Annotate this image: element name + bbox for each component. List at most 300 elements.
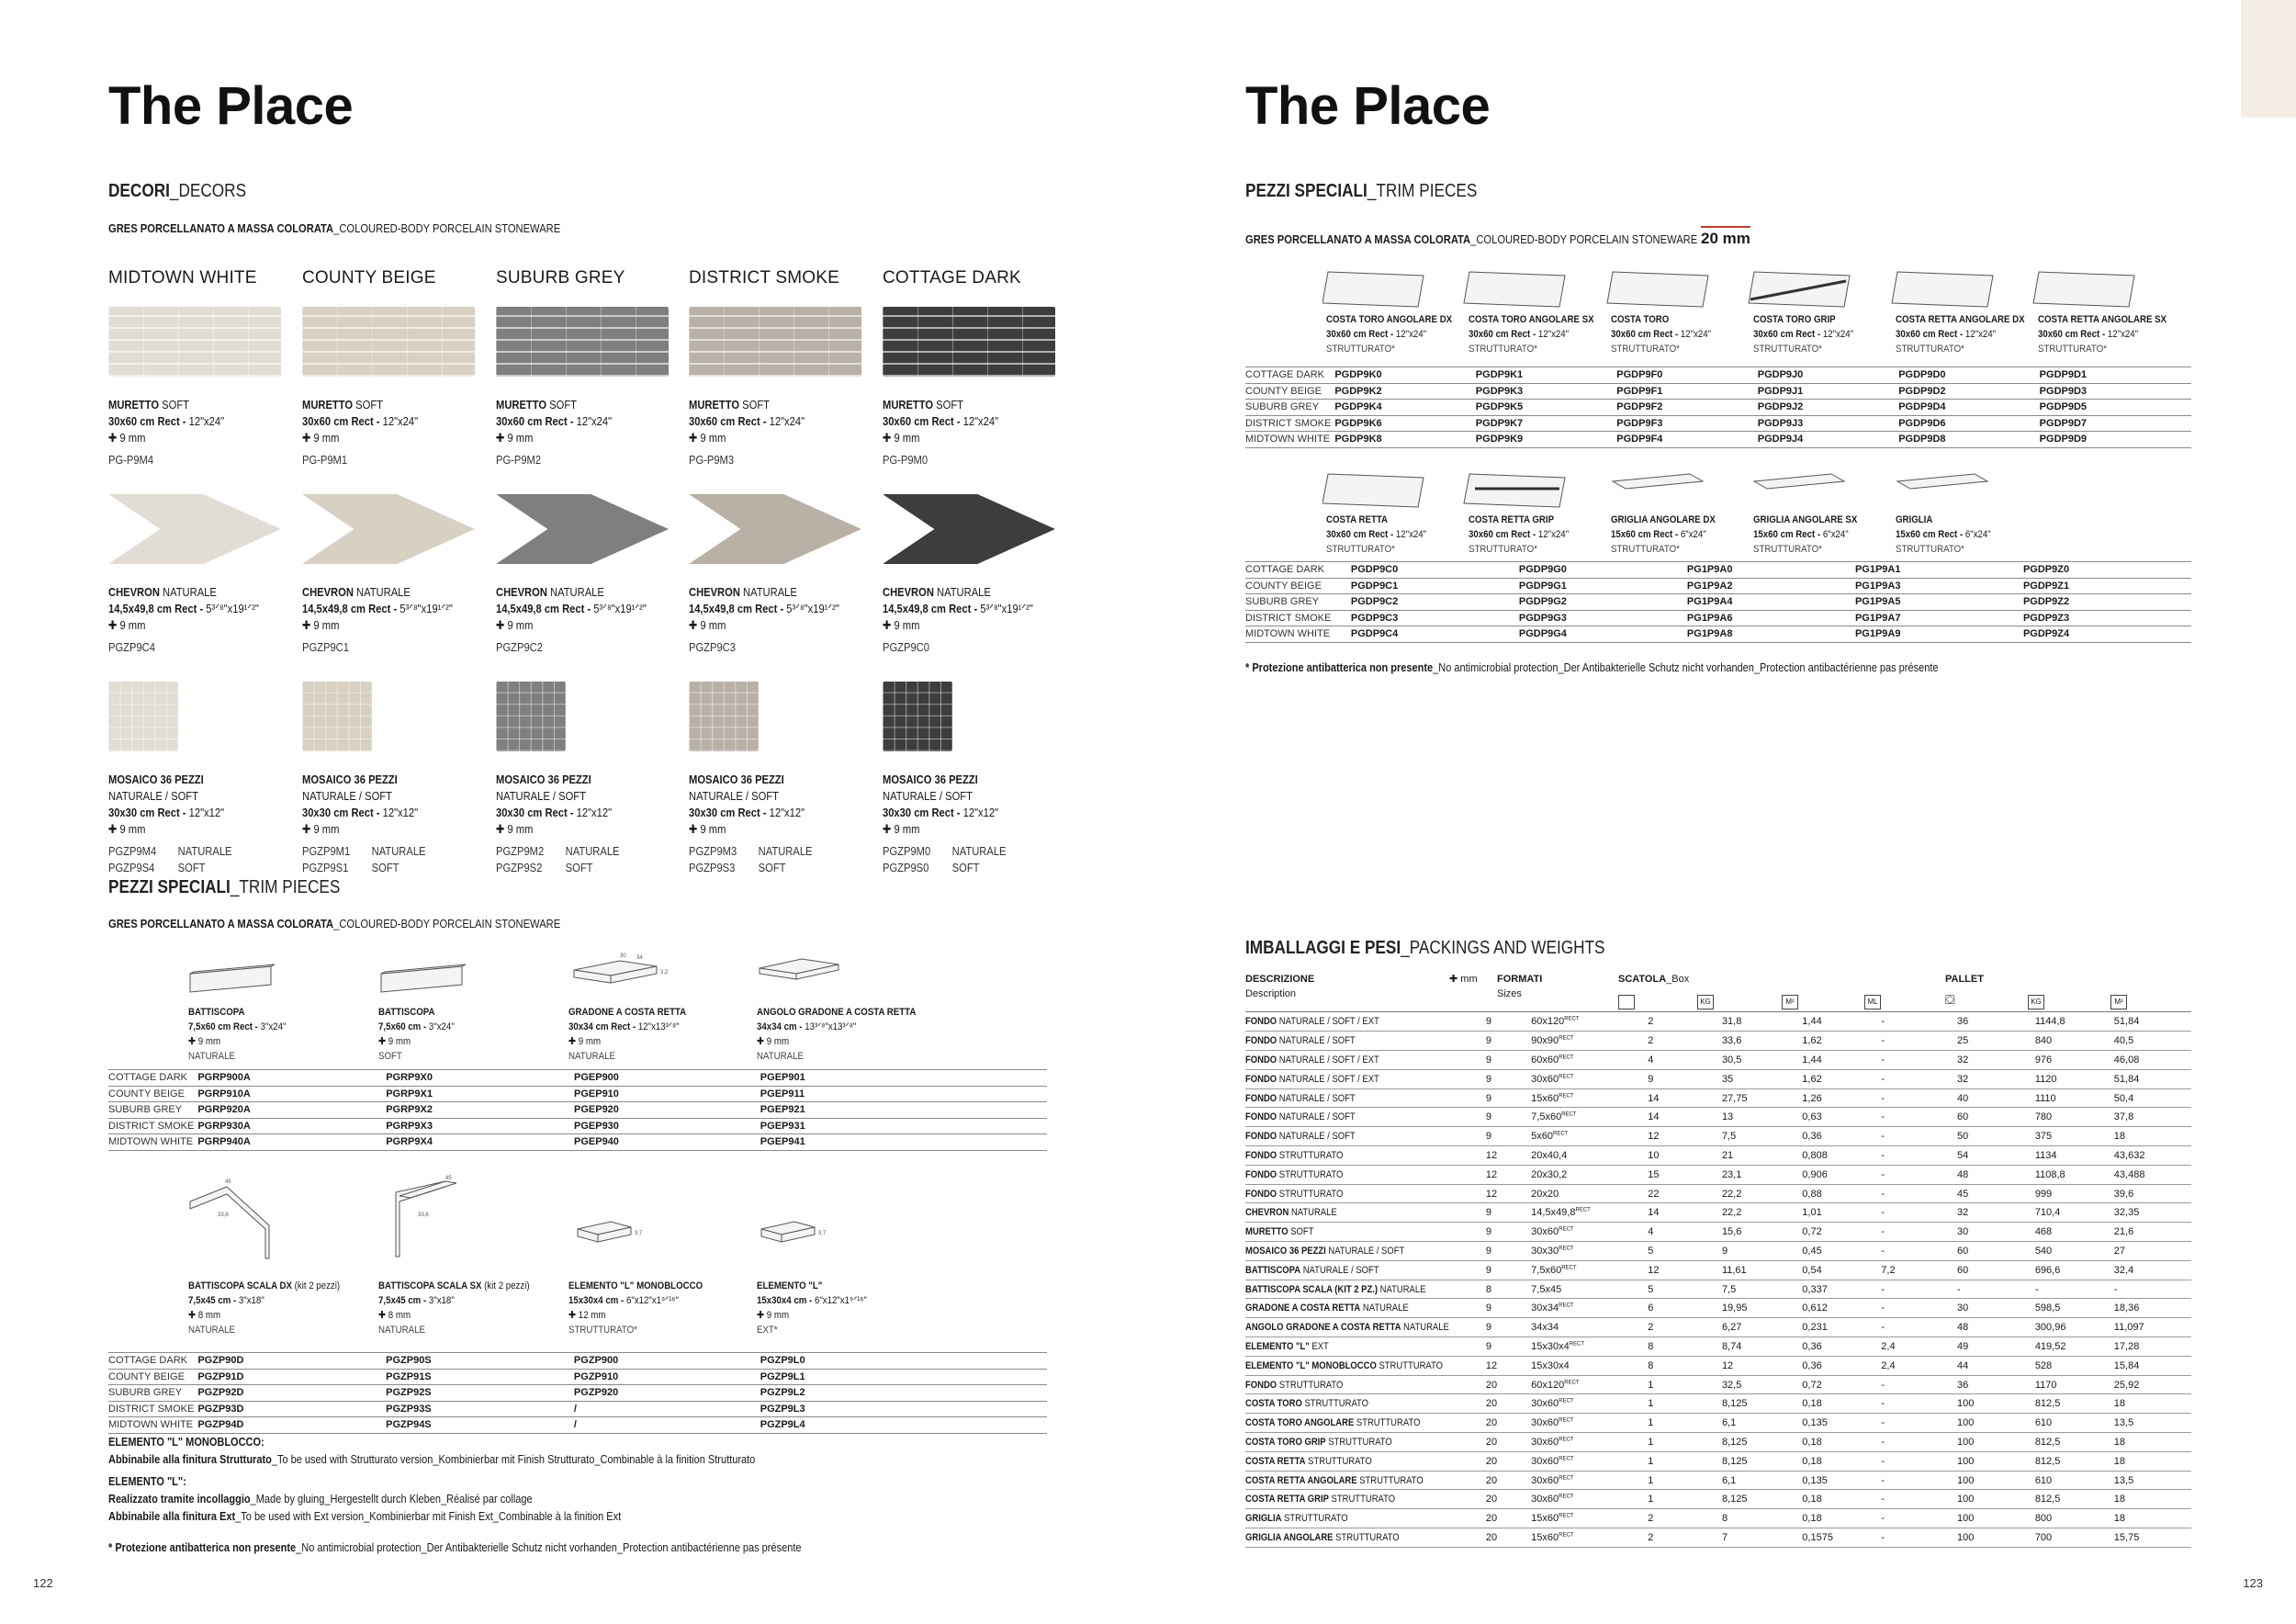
product-code: PGDP9K6 <box>1334 415 1475 432</box>
pack-format: $30x60^{RECT}$ <box>1531 1394 1648 1414</box>
pallet-icon: ⛋ <box>1945 992 1955 1007</box>
scala-dx-diagram <box>190 1187 269 1258</box>
trim-header: COSTA RETTA 30x60 cm Rect - 12"x24" STRUTTURATO* <box>1326 514 1427 555</box>
pack-value: 15,75 <box>2114 1528 2191 1548</box>
pack-value: 1 <box>1648 1394 1722 1414</box>
dim-b: 34 <box>636 955 643 961</box>
product-code: PGEP900 <box>574 1070 760 1087</box>
product-code: PGDP9K7 <box>1476 415 1616 432</box>
table-row <box>1245 1146 2191 1166</box>
pack-format: $14,5x49,8^{RECT}$ <box>1531 1203 1648 1223</box>
table-row <box>1245 562 2191 579</box>
product-code: PGZP93S <box>386 1401 574 1417</box>
row-color-label: SUBURB GREY <box>108 1102 197 1119</box>
packing-table <box>1245 1012 2191 1548</box>
costa-toro-ang-sx-diagram <box>1464 272 1565 307</box>
right-trim-diagrams-a <box>1322 263 2167 318</box>
chevron-tile <box>883 494 1055 564</box>
pack-value: 18 <box>2114 1490 2191 1509</box>
pack-desc: COSTA TORO GRIP STRUTTURATO <box>1245 1433 1486 1452</box>
pack-value: 100 <box>1957 1433 2035 1452</box>
table-row <box>108 1353 1047 1370</box>
product-code: PG1P9A6 <box>1687 610 1855 626</box>
pack-value: - <box>1881 1051 1957 1070</box>
product-code: PGZP92D <box>197 1385 386 1402</box>
chevron-tile <box>496 494 669 564</box>
pack-value: 8 <box>1722 1509 1802 1528</box>
product-code: PGZP90S <box>386 1353 574 1370</box>
pack-format: $30x60^{RECT}$ <box>1531 1451 1648 1471</box>
pack-value: 51,84 <box>2114 1012 2191 1032</box>
table-row <box>108 1118 1047 1134</box>
pack-value: 2 <box>1648 1032 1722 1051</box>
packing-section-title: IMBALLAGGI E PESI_PACKINGS AND WEIGHTS <box>1245 938 1605 958</box>
pack-desc: FONDO STRUTTURATO <box>1245 1184 1486 1203</box>
product-code: PGDP9D8 <box>1898 432 2039 448</box>
costa-toro-diagram <box>1607 272 1708 307</box>
product-code: PGDP9G4 <box>1519 626 1687 643</box>
product-code: PG1P9A9 <box>1855 626 2023 643</box>
pack-desc: BATTISCOPA SCALA (KIT 2 PZ.) NATURALE <box>1245 1280 1486 1299</box>
pack-value: 4 <box>1648 1051 1722 1070</box>
decor-material: GRES PORCELLANATO A MASSA COLORATA_COLOURED-BODY PORCELAIN STONEWARE <box>108 221 561 235</box>
table-row <box>1245 1318 2191 1337</box>
pack-format: $7,5x60^{RECT}$ <box>1531 1108 1648 1127</box>
pack-value: 1120 <box>2035 1069 2114 1088</box>
product-code: PGDP9K0 <box>1334 367 1475 384</box>
product-code: PGDP9D4 <box>1898 400 2039 416</box>
muretto-tile <box>302 307 475 377</box>
table-row <box>108 1102 1047 1119</box>
right-trim-title: PEZZI SPECIALI_TRIM PIECES <box>1245 181 1478 201</box>
pack-desc: GRIGLIA ANGOLARE STRUTTURATO <box>1245 1528 1486 1548</box>
trim-header: BATTISCOPA 7,5x60 cm Rect - 3"x24" ✚ 9 mm NATURALE <box>188 1007 287 1062</box>
table-row <box>1245 1051 2191 1070</box>
pack-thickness: 9 <box>1486 1242 1531 1261</box>
pack-value: - <box>1881 1394 1957 1414</box>
product-code: / <box>574 1401 760 1417</box>
pack-value: 9 <box>1722 1242 1802 1261</box>
pack-value: 32,4 <box>2114 1260 2191 1280</box>
muretto-tile <box>108 307 281 377</box>
pack-value: 0,337 <box>1802 1280 1881 1299</box>
trim-header: BATTISCOPA 7,5x60 cm - 3"x24" ✚ 9 mm SOFT <box>378 1007 455 1062</box>
pack-value: 8,125 <box>1722 1394 1802 1414</box>
trim-header: ELEMENTO "L" 15x30x4 cm - 6"x12"x1⁹ᐟ¹⁶" ✚ 9 mm EXT* <box>757 1280 867 1336</box>
costa-retta-ang-sx-diagram <box>2033 272 2134 307</box>
pack-value: 1108,8 <box>2035 1165 2114 1184</box>
mosaico-info: MOSAICO 36 PEZZI NATURALE / SOFT 30x30 cm Rect - 12"x12" ✚ 9 mm PGZP9M3 NATURALE PGZP9S3 SOFT <box>689 773 813 874</box>
pack-format: $60x120^{RECT}$ <box>1531 1012 1648 1032</box>
pack-value: 6 <box>1648 1299 1722 1318</box>
product-code: PGDP9Z2 <box>2023 594 2191 611</box>
pack-value: 32,35 <box>2114 1203 2191 1223</box>
chevron-info: CHEVRON NATURALE 14,5x49,8 cm Rect - 5³ᐟ⁸"x19¹ᐟ²" ✚ 9 mm PGZP9C0 <box>883 585 1033 654</box>
product-code: PGRP9X2 <box>386 1102 574 1119</box>
muretto-tile <box>689 307 861 377</box>
pack-value: 610 <box>2035 1471 2114 1490</box>
pack-value: 48 <box>1957 1318 2035 1337</box>
decor-column <box>108 268 292 876</box>
pack-value: 1 <box>1648 1490 1722 1509</box>
pack-value: 375 <box>2035 1127 2114 1146</box>
pack-desc: FONDO NATURALE / SOFT <box>1245 1088 1486 1108</box>
trim-note: Realizzato tramite incollaggio_Made by gluing_Hergestellt durch Kleben_Réalisé par collage <box>108 1493 533 1506</box>
pack-thickness: 9 <box>1486 1069 1531 1088</box>
pack-value: - <box>1957 1280 2035 1299</box>
pack-value: 15 <box>1648 1165 1722 1184</box>
pack-thickness: 9 <box>1486 1299 1531 1318</box>
pack-value: - <box>1881 1375 1957 1394</box>
pack-value: 0,36 <box>1802 1337 1881 1357</box>
trim-diagrams-2 <box>188 1174 923 1262</box>
trim-header: COSTA TORO 30x60 cm Rect - 12"x24" STRUTTURATO* <box>1611 314 1712 355</box>
pack-value: - <box>1881 1414 1957 1433</box>
trim-header: COSTA TORO ANGOLARE DX 30x60 cm Rect - 12"x24" STRUTTURATO* <box>1326 314 1453 355</box>
muretto-tile <box>496 307 669 377</box>
pack-thickness: 12 <box>1486 1356 1531 1375</box>
pack-value: 15,84 <box>2114 1356 2191 1375</box>
table-row <box>1245 1032 2191 1051</box>
muretto-info: MURETTO SOFT 30x60 cm Rect - 12"x24" ✚ 9 mm PG-P9M4 <box>108 398 225 467</box>
product-code: PGEP920 <box>574 1102 760 1119</box>
pack-value: 528 <box>2035 1356 2114 1375</box>
product-code: PGEP921 <box>760 1102 1047 1119</box>
pack-desc: ELEMENTO "L" EXT <box>1245 1337 1486 1357</box>
pack-value: 46,08 <box>2114 1051 2191 1070</box>
pack-thickness: 9 <box>1486 1223 1531 1242</box>
pack-value: 40,5 <box>2114 1032 2191 1051</box>
product-code: PG1P9A0 <box>1687 562 1855 579</box>
product-code: PGZP9L3 <box>760 1401 1047 1417</box>
product-code: PGZP910 <box>574 1369 760 1385</box>
pack-format: 34x34 <box>1531 1318 1648 1337</box>
pack-value: 0,18 <box>1802 1490 1881 1509</box>
trim-header: COSTA TORO GRIP 30x60 cm Rect - 12"x24" STRUTTURATO* <box>1753 314 1854 355</box>
table-row <box>108 1134 1047 1151</box>
product-code: PGRP940A <box>197 1134 386 1151</box>
pack-desc: FONDO NATURALE / SOFT / EXT <box>1245 1012 1486 1032</box>
product-code: PGDP9D1 <box>2040 367 2191 384</box>
griglia-ang-dx-diagram <box>1613 474 1703 489</box>
dim-i: 3,7 <box>818 1231 827 1236</box>
table-row <box>1245 1451 2191 1471</box>
pack-value: 0,72 <box>1802 1223 1881 1242</box>
pack-value: - <box>1881 1299 1957 1318</box>
table-row <box>1245 432 2191 448</box>
pack-value: 22 <box>1648 1184 1722 1203</box>
pack-thickness: 9 <box>1486 1203 1531 1223</box>
pack-value: 5 <box>1648 1280 1722 1299</box>
pack-thickness: 12 <box>1486 1184 1531 1203</box>
pack-value: 1144,8 <box>2035 1012 2114 1032</box>
mosaico-tile <box>883 682 952 751</box>
pack-value: 37,8 <box>2114 1108 2191 1127</box>
mosaico-tile <box>496 682 566 751</box>
pack-value: 50 <box>1957 1127 2035 1146</box>
pack-value: 0,72 <box>1802 1375 1881 1394</box>
pack-desc: GRADONE A COSTA RETTA NATURALE <box>1245 1299 1486 1318</box>
row-color-label: SUBURB GREY <box>1245 400 1334 416</box>
product-code: PGDP9K1 <box>1476 367 1616 384</box>
product-code: PGZP94S <box>386 1417 574 1434</box>
table-row <box>1245 1223 2191 1242</box>
table-row <box>1245 415 2191 432</box>
pack-thickness: 20 <box>1486 1375 1531 1394</box>
pack-desc: FONDO NATURALE / SOFT <box>1245 1127 1486 1146</box>
table-row <box>1245 367 2191 384</box>
pack-desc: GRIGLIA STRUTTURATO <box>1245 1509 1486 1528</box>
product-code: PG1P9A1 <box>1855 562 2023 579</box>
pack-value: 696,6 <box>2035 1260 2114 1280</box>
pack-desc: MOSAICO 36 PEZZI NATURALE / SOFT <box>1245 1242 1486 1261</box>
pack-value: 18 <box>2114 1509 2191 1528</box>
trim-note: ELEMENTO "L" MONOBLOCCO: <box>108 1436 264 1449</box>
row-color-label: MIDTOWN WHITE <box>108 1134 197 1151</box>
pack-value: 54 <box>1957 1146 2035 1166</box>
chevron-info: CHEVRON NATURALE 14,5x49,8 cm Rect - 5³ᐟ⁸"x19¹ᐟ²" ✚ 9 mm PGZP9C3 <box>689 585 839 654</box>
pack-value: 0,906 <box>1802 1165 1881 1184</box>
trim-diagrams-1 <box>188 946 923 1001</box>
pack-value: 22,2 <box>1722 1184 1802 1203</box>
pack-value: 812,5 <box>2035 1433 2114 1452</box>
pack-thickness: 8 <box>1486 1280 1531 1299</box>
pack-value: 8,74 <box>1722 1337 1802 1357</box>
pack-value: 1134 <box>2035 1146 2114 1166</box>
pack-value: - <box>2114 1280 2191 1299</box>
pack-value: 0,612 <box>1802 1299 1881 1318</box>
product-code: PGDP9K9 <box>1476 432 1616 448</box>
pack-value: 812,5 <box>2035 1394 2114 1414</box>
table-row <box>1245 1375 2191 1394</box>
product-code: PGDP9F2 <box>1616 400 1757 416</box>
pack-value: 25 <box>1957 1032 2035 1051</box>
table-row <box>1245 1127 2191 1146</box>
scala-sx-diagram <box>396 1181 456 1257</box>
color-name: COUNTY BEIGE <box>302 268 436 288</box>
pack-format: $90x90^{RECT}$ <box>1531 1032 1648 1051</box>
product-code: PGDP9Z0 <box>2023 562 2191 579</box>
elemento-l-diagram <box>761 1222 815 1242</box>
row-color-label: DISTRICT SMOKE <box>108 1118 197 1134</box>
trim-header: BATTISCOPA SCALA SX (kit 2 pezzi) 7,5x45 cm - 3"x18" ✚ 8 mm NATURALE <box>378 1280 530 1336</box>
pack-value: 17,28 <box>2114 1337 2191 1357</box>
pack-thickness: 9 <box>1486 1318 1531 1337</box>
table-row <box>1245 626 2191 643</box>
pack-thickness: 20 <box>1486 1490 1531 1509</box>
pack-desc: ELEMENTO "L" MONOBLOCCO STRUTTURATO <box>1245 1356 1486 1375</box>
thickness-badge: 20 mm <box>1701 226 1750 248</box>
pack-value: 2,4 <box>1881 1337 1957 1357</box>
pack-value: 18,36 <box>2114 1299 2191 1318</box>
table-row <box>1245 1509 2191 1528</box>
pack-value: - <box>1881 1184 1957 1203</box>
pack-value: 27 <box>2114 1242 2191 1261</box>
table-row <box>1245 1414 2191 1433</box>
pack-value: 43,488 <box>2114 1165 2191 1184</box>
pack-value: - <box>1881 1471 1957 1490</box>
pack-desc: COSTA TORO ANGOLARE STRUTTURATO <box>1245 1414 1486 1433</box>
pack-value: - <box>2035 1280 2114 1299</box>
product-code: PG1P9A8 <box>1687 626 1855 643</box>
pack-thickness: 9 <box>1486 1012 1531 1032</box>
pack-desc: ANGOLO GRADONE A COSTA RETTA NATURALE <box>1245 1318 1486 1337</box>
product-code: PGZP90D <box>197 1353 386 1370</box>
pack-format: $30x30^{RECT}$ <box>1531 1242 1648 1261</box>
product-code: PGDP9D7 <box>2040 415 2191 432</box>
table-row <box>1245 1184 2191 1203</box>
product-code: PGRP9X0 <box>386 1070 574 1087</box>
dim-c: 3,2 <box>660 970 669 976</box>
pack-value: 8 <box>1648 1337 1722 1357</box>
product-code: PGDP9J0 <box>1758 367 1898 384</box>
product-code: PGDP9D9 <box>2040 432 2191 448</box>
table-row <box>1245 1528 2191 1548</box>
pack-value: 0,18 <box>1802 1451 1881 1471</box>
pack-thickness: 20 <box>1486 1528 1531 1548</box>
pack-value: 1,62 <box>1802 1032 1881 1051</box>
pack-desc: FONDO STRUTTURATO <box>1245 1165 1486 1184</box>
pack-value: 1,26 <box>1802 1088 1881 1108</box>
table-row <box>1245 1108 2191 1127</box>
product-code: PGDP9C4 <box>1351 626 1519 643</box>
pack-thickness: 9 <box>1486 1337 1531 1357</box>
dim-h: 3,7 <box>635 1231 643 1236</box>
row-color-label: COUNTY BEIGE <box>1245 383 1334 400</box>
product-code: PGDP9K2 <box>1334 383 1475 400</box>
product-code: PGDP9F4 <box>1616 432 1757 448</box>
color-name: DISTRICT SMOKE <box>689 268 839 288</box>
table-row <box>108 1369 1047 1385</box>
pack-value: 800 <box>2035 1509 2114 1528</box>
pack-value: - <box>1881 1146 1957 1166</box>
pack-value: 60 <box>1957 1108 2035 1127</box>
pack-value: 19,95 <box>1722 1299 1802 1318</box>
pack-value: 39,6 <box>2114 1184 2191 1203</box>
pack-thickness: 12 <box>1486 1165 1531 1184</box>
pack-value: 22,2 <box>1722 1203 1802 1223</box>
pack-desc: BATTISCOPA NATURALE / SOFT <box>1245 1260 1486 1280</box>
product-code: PGZP94D <box>197 1417 386 1434</box>
pack-value: 14 <box>1648 1203 1722 1223</box>
product-code: PGEP931 <box>760 1118 1047 1134</box>
pack-format: 20x30,2 <box>1531 1165 1648 1184</box>
angolo-gradone-diagram <box>760 959 838 979</box>
pack-value: 10 <box>1648 1146 1722 1166</box>
page-number-right: 123 <box>2243 1576 2263 1590</box>
product-code: PGEP901 <box>760 1070 1047 1087</box>
pack-head-desc: DESCRIZIONE Description <box>1245 974 1315 999</box>
table-row <box>1245 1088 2191 1108</box>
table-row <box>1245 383 2191 400</box>
pack-value: - <box>1881 1451 1957 1471</box>
pack-format: $30x60^{RECT}$ <box>1531 1414 1648 1433</box>
pack-value: 1,44 <box>1802 1051 1881 1070</box>
pack-value: 12 <box>1648 1127 1722 1146</box>
pack-value: 8,125 <box>1722 1451 1802 1471</box>
dim-g: 33,6 <box>418 1212 429 1218</box>
trim-table-2 <box>108 1352 1047 1434</box>
product-code: PGDP9G2 <box>1519 594 1687 611</box>
product-code: PGDP9K4 <box>1334 400 1475 416</box>
trim-header: COSTA RETTA ANGOLARE DX 30x60 cm Rect - 12"x24" STRUTTURATO* <box>1896 314 2025 355</box>
pack-value: 27,75 <box>1722 1088 1802 1108</box>
pack-value: 12 <box>1648 1260 1722 1280</box>
pack-value: - <box>1881 1012 1957 1032</box>
product-code: PGDP9D3 <box>2040 383 2191 400</box>
pack-value: 50,4 <box>2114 1088 2191 1108</box>
pack-value: 0,88 <box>1802 1184 1881 1203</box>
right-material: GRES PORCELLANATO A MASSA COLORATA_COLOURED-BODY PORCELAIN STONEWARE <box>1245 232 1698 246</box>
row-color-label: SUBURB GREY <box>108 1385 197 1402</box>
right-footnote: * Protezione antibatterica non presente_No antimicrobial protection_Der Antibakterielle Schutz nicht vorhanden_Protection antibactérienne pas présente <box>1245 661 1939 674</box>
product-code: PGZP9L0 <box>760 1353 1047 1370</box>
elemento-l-mono-diagram <box>578 1222 631 1242</box>
table-row <box>1245 1299 2191 1318</box>
chevron-info: CHEVRON NATURALE 14,5x49,8 cm Rect - 5³ᐟ⁸"x19¹ᐟ²" ✚ 9 mm PGZP9C4 <box>108 585 259 654</box>
pack-thickness: 9 <box>1486 1032 1531 1051</box>
pack-value: 0,54 <box>1802 1260 1881 1280</box>
table-row <box>1245 1280 2191 1299</box>
right-trim-diagrams-b <box>1322 465 2167 511</box>
trim-note: Abbinabile alla finitura Ext_To be used with Ext version_Kombinierbar mit Finish Ext_Combinable à la finition Ext <box>108 1510 622 1523</box>
pack-value: 13,5 <box>2114 1414 2191 1433</box>
pack-desc: MURETTO SOFT <box>1245 1223 1486 1242</box>
pack-value: 36 <box>1957 1012 2035 1032</box>
trim-header: COSTA TORO ANGOLARE SX 30x60 cm Rect - 12"x24" STRUTTURATO* <box>1469 314 1594 355</box>
pack-format: 15x30x4 <box>1531 1356 1648 1375</box>
product-code: PGDP9G3 <box>1519 610 1687 626</box>
pack-value: 2 <box>1648 1012 1722 1032</box>
product-code: PGDP9F1 <box>1616 383 1757 400</box>
pack-value: 45 <box>1957 1184 2035 1203</box>
pack-head-mm: ✚ mm <box>1449 974 1478 985</box>
pack-desc: FONDO NATURALE / SOFT / EXT <box>1245 1051 1486 1070</box>
pack-value: 51,84 <box>2114 1069 2191 1088</box>
table-row <box>1245 400 2191 416</box>
pack-format: $7,5x60^{RECT}$ <box>1531 1260 1648 1280</box>
row-color-label: DISTRICT SMOKE <box>1245 415 1334 432</box>
pack-value: 610 <box>2035 1414 2114 1433</box>
product-code: PGEP911 <box>760 1086 1047 1102</box>
pack-format: $15x60^{RECT}$ <box>1531 1088 1648 1108</box>
product-code: PGDP9C3 <box>1351 610 1519 626</box>
pack-desc: FONDO NATURALE / SOFT / EXT <box>1245 1069 1486 1088</box>
color-name: SUBURB GREY <box>496 268 625 288</box>
pack-value: - <box>1881 1528 1957 1548</box>
pack-value: 8,125 <box>1722 1433 1802 1452</box>
pack-value: 25,92 <box>2114 1375 2191 1394</box>
decor-column <box>302 268 486 876</box>
pack-thickness: 20 <box>1486 1509 1531 1528</box>
pack-thickness: 9 <box>1486 1127 1531 1146</box>
pack-value: 32,5 <box>1722 1375 1802 1394</box>
pack-value: 21,6 <box>2114 1223 2191 1242</box>
pack-value: 13,5 <box>2114 1471 2191 1490</box>
product-code: PGDP9D6 <box>1898 415 2039 432</box>
page-title: The Place <box>108 76 354 136</box>
mosaico-tile <box>689 682 759 751</box>
pack-format: $5x60^{RECT}$ <box>1531 1127 1648 1146</box>
product-code: PGDP9Z3 <box>2023 610 2191 626</box>
muretto-info: MURETTO SOFT 30x60 cm Rect - 12"x24" ✚ 9 mm PG-P9M2 <box>496 398 613 467</box>
pack-value: 780 <box>2035 1108 2114 1127</box>
pack-value: 100 <box>1957 1414 2035 1433</box>
product-code: PGZP9L1 <box>760 1369 1047 1385</box>
pack-value: 36 <box>1957 1375 2035 1394</box>
trim-header: COSTA RETTA GRIP 30x60 cm Rect - 12"x24" STRUTTURATO* <box>1469 514 1570 555</box>
pack-thickness: 20 <box>1486 1451 1531 1471</box>
